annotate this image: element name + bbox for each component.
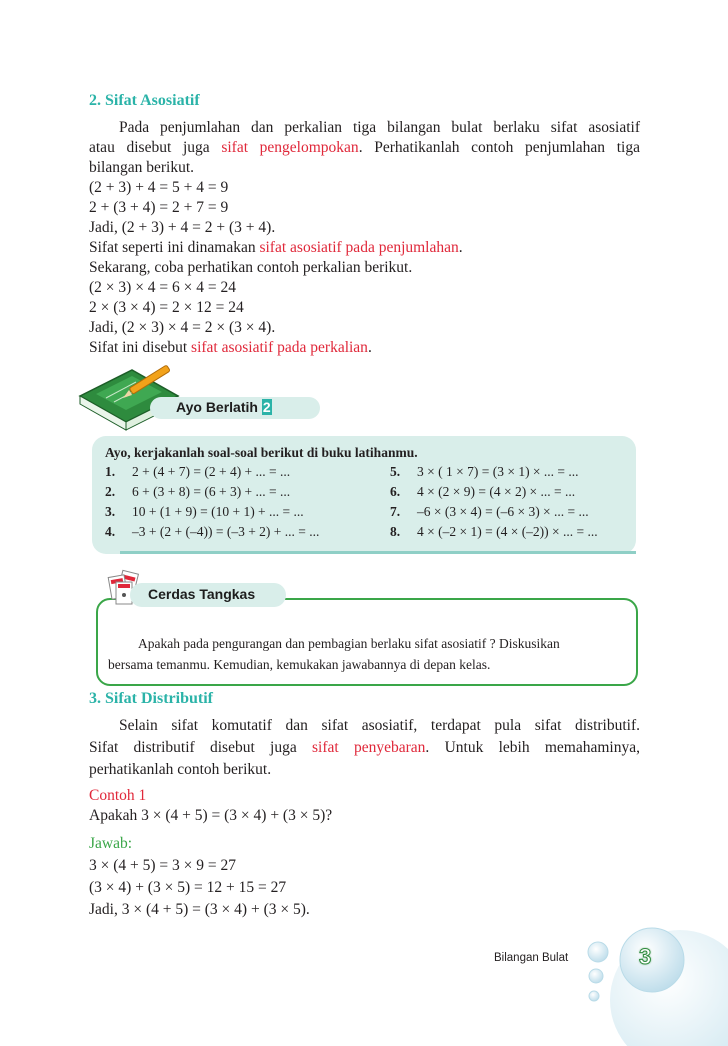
equation: 3 × (4 + 5) = 3 × 9 = 27 (89, 857, 237, 874)
highlight-term: sifat asosiatif pada perkalian (191, 339, 368, 356)
paragraph-line: Sifat ini disebut sifat asosiatif pada perkalian. (89, 339, 372, 356)
paragraph-line: perhatikanlah contoh berikut. (89, 761, 272, 778)
exercise-item: 3 × ( 1 × 7) = (3 × 1) × ... = ... (417, 464, 579, 479)
paragraph-line: Pada penjumlahan dan perkalian tiga bilangan bulat berlaku sifat asosiatif (119, 119, 640, 136)
highlight-term: sifat penyebaran (312, 739, 426, 756)
answer-label: Jawab: (89, 835, 133, 852)
exercise-panel-rule (120, 551, 636, 554)
footer-bubbles-decoration (560, 908, 728, 1046)
equation: (2 × 3) × 4 = 6 × 4 = 24 (89, 279, 237, 296)
equation: (3 × 4) + (3 × 5) = 12 + 15 = 27 (89, 879, 287, 896)
exercise-item: 6 + (3 + 8) = (6 + 3) + ... = ... (132, 484, 291, 499)
highlight-term: sifat asosiatif pada penjumlahan (259, 239, 459, 256)
exercise-item: 4 × (–2 × 1) = (4 × (–2)) × ... = ... (417, 524, 598, 539)
equation: 2 × (3 × 4) = 2 × 12 = 24 (89, 299, 244, 316)
paragraph-line: Sekarang, coba perhatikan contoh perkalian berikut. (89, 259, 413, 276)
paragraph-line: bilangan berikut. (89, 159, 195, 176)
exercise-title: Ayo Berlatih 2 (176, 399, 271, 415)
paragraph-line: Selain sifat komutatif dan sifat asosiatif, terdapat pula sifat distributif. (119, 717, 640, 734)
paragraph-line: atau disebut juga sifat pengelompokan. Perhatikanlah contoh penjumlahan tiga (89, 139, 640, 156)
paragraph-line: Sifat distributif disebut juga sifat penyebaran. Untuk lebih memahaminya, (89, 739, 640, 756)
exercise-item: –6 × (3 × 4) = (–6 × 3) × ... = ... (417, 504, 589, 519)
section-heading-asosiatif: 2. Sifat Asosiatif (89, 92, 200, 109)
exercise-number-label: 8. (390, 524, 401, 539)
exercise-number-label: 1. (105, 464, 116, 479)
exercise-number-label: 4. (105, 524, 116, 539)
equation: Jadi, 3 × (4 + 5) = (3 × 4) + (3 × 5). (89, 901, 310, 918)
example-question: Apakah 3 × (4 + 5) = (3 × 4) + (3 × 5)? (89, 807, 333, 824)
exercise-item: 10 + (1 + 9) = (10 + 1) + ... = ... (132, 504, 304, 519)
discussion-title: Cerdas Tangkas (148, 586, 256, 602)
paragraph-line: Sifat seperti ini dinamakan sifat asosiatif pada penjumlahan. (89, 239, 463, 256)
equation: Jadi, (2 × 3) × 4 = 2 × (3 × 4). (89, 319, 276, 336)
example-label: Contoh 1 (89, 787, 147, 804)
exercise-number-label: 2. (105, 484, 116, 499)
exercise-item: 2 + (4 + 7) = (2 + 4) + ... = ... (132, 464, 291, 479)
page-number: 3 (639, 944, 652, 969)
discussion-text: bersama temanmu. Kemudian, kemukakan jawabannya di depan kelas. (108, 657, 491, 672)
equation: 2 + (3 + 4) = 2 + 7 = 9 (89, 199, 229, 216)
highlight-term: sifat pengelompokan (221, 139, 359, 156)
equation: Jadi, (2 + 3) + 4 = 2 + (3 + 4). (89, 219, 276, 236)
exercise-number-label: 3. (105, 504, 116, 519)
chapter-name: Bilangan Bulat (494, 952, 569, 964)
exercise-number-label: 7. (390, 504, 401, 519)
discussion-text: Apakah pada pengurangan dan pembagian berlaku sifat asosiatif ? Diskusikan (138, 636, 560, 651)
exercise-number-label: 6. (390, 484, 401, 499)
equation: (2 + 3) + 4 = 5 + 4 = 9 (89, 179, 229, 196)
exercise-number-label: 5. (390, 464, 401, 479)
exercise-item: 4 × (2 × 9) = (4 × 2) × ... = ... (417, 484, 576, 499)
exercise-number: 2 (262, 399, 271, 415)
exercise-item: –3 + (2 + (–4)) = (–3 + 2) + ... = ... (132, 524, 320, 539)
exercise-instruction: Ayo, kerjakanlah soal-soal berikut di buku latihanmu. (105, 445, 418, 460)
section-heading-distributif: 3. Sifat Distributif (89, 690, 213, 707)
